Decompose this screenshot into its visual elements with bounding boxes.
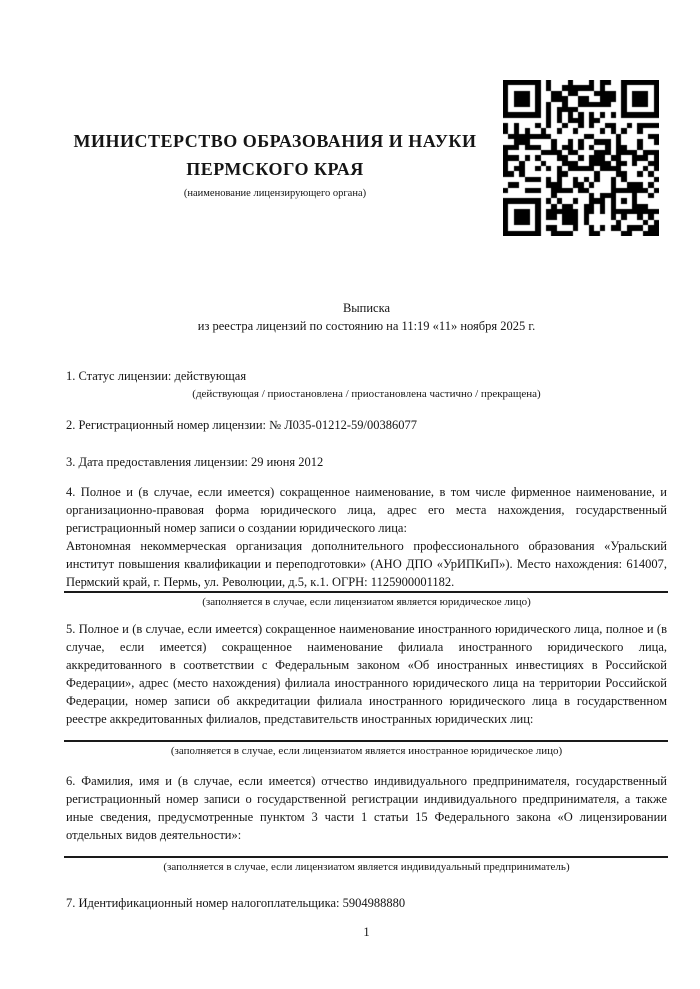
fill-in-rule (64, 856, 668, 858)
legal-entity-value: Автономная некоммерческая организация дополнительного профессионального образования «Уральский институт повышения квалификации и переподготовки» (АНО ДПО «УрИПКиП»). Место нахождения: 614007, Пермский край, г. Пермь, ул. Революции, д.5, к.1. ОГРН: 1125900001182. (66, 539, 667, 589)
item-4-legal-entity (66, 483, 667, 609)
title-line1: Выписка (342, 301, 391, 315)
foreign-entity-label: 5. Полное и (в случае, если имеется) сокращенное наименование иностранного юридического лица, полное и (в случае, если имеется) сокращенное наименование филиала иностранного юридического лица, аккредитованного в соответствии с Федеральным законом «Об иностранных инвестициях в Российской Федерации», адрес (место нахождения) филиала иностранного юридического лица на территории Российской Федерации, номер записи об аккредитации филиала иностранного юридического лица в государственном реестре аккредитованных филиалов, представительств иностранных юридических лиц: (66, 622, 667, 726)
legal-entity-label: 4. Полное и (в случае, если имеется) сокращенное наименование, в том числе фирменное наименование, и организационно-правовая форма юридического лица, адрес его места нахождения, государственный регистрационный номер записи о создании юридического лица: (66, 485, 667, 535)
item-2-registration-number (66, 416, 667, 434)
ministry-name-line2: ПЕРМСКОГО КРАЯ (186, 159, 364, 179)
item-5-foreign-entity (66, 620, 667, 758)
license-date-text: 3. Дата предоставления лицензии: 29 июня 2012 (66, 455, 324, 469)
registration-number-text: 2. Регистрационный номер лицензии: № Л035-01212-59/00386077 (66, 418, 417, 432)
qr-code-icon (503, 80, 659, 236)
title-line2: из реестра лицензий по состоянию на 11:19 «11» ноября 2025 г. (197, 319, 536, 333)
foreign-entity-caption: (заполняется в случае, если лицензиатом является иностранное юридическое лицо) (170, 745, 563, 757)
taxpayer-number-text: 7. Идентификационный номер налогоплательщика: 5904988880 (66, 896, 406, 910)
entrepreneur-label: 6. Фамилия, имя и (в случае, если имеется) отчество индивидуального предпринимателя, государственный регистрационный номер записи о государственной регистрации индивидуального предпринимателя, а также иные сведения, предусмотренные пунктом 3 части 1 статьи 15 Федерального закона «О лицензировании отдельных видов деятельности»: (66, 774, 667, 842)
legal-entity-caption: (заполняется в случае, если лицензиатом является юридическое лицо) (202, 596, 531, 608)
fill-in-rule (64, 591, 668, 593)
page-number: 1 (363, 925, 370, 939)
item-3-license-date (66, 453, 667, 471)
ministry-name-line1: МИНИСТЕРСТВО ОБРАЗОВАНИЯ И НАУКИ (73, 131, 477, 151)
license-status-text: 1. Статус лицензии: действующая (66, 369, 247, 383)
status-options-caption: (действующая / приостановлена / приостановлена частично / прекращена) (192, 388, 541, 400)
ministry-header (40, 127, 510, 200)
fill-in-rule (64, 740, 668, 742)
licensing-authority-caption: (наименование лицензирующего органа) (183, 188, 367, 199)
item-6-entrepreneur (66, 772, 667, 874)
document-title (66, 299, 667, 335)
item-1-license-status (66, 367, 667, 401)
entrepreneur-caption: (заполняется в случае, если лицензиатом является индивидуальный предприниматель) (163, 861, 570, 873)
item-7-taxpayer-number (66, 894, 667, 912)
